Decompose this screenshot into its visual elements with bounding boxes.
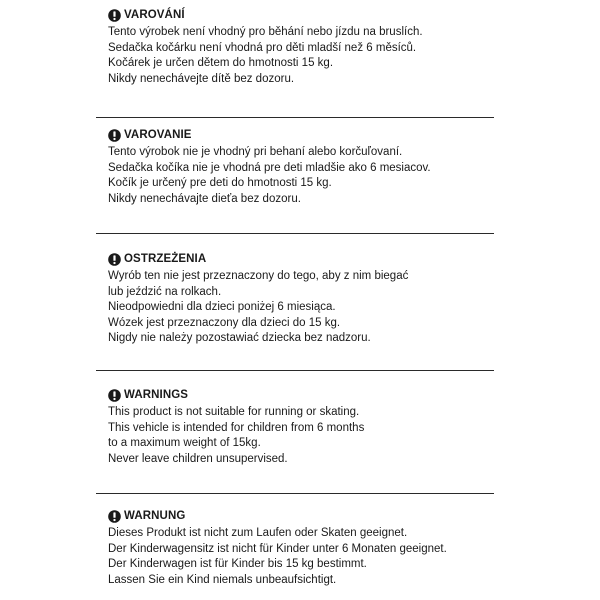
warning-line: Nikdy nenechávajte dieťa bez dozoru. [108, 192, 301, 205]
warning-section-de [108, 508, 488, 588]
warning-line: Der Kinderwagen ist für Kinder bis 15 kg bestimmt. [108, 558, 367, 571]
warning-heading-text: VAROVANIE [124, 129, 192, 141]
warning-line: Tento výrobek není vhodný pro běhání nebo jízdu na bruslích. [108, 26, 423, 38]
warning-line: Kočárek je určen dětem do hmotnosti 15 kg. [108, 57, 334, 70]
warning-line: Wyrób ten nie jest przeznaczony do tego, aby z nim biegać [108, 270, 409, 282]
section-divider [96, 233, 494, 234]
warning-line: Nigdy nie należy pozostawiać dziecka bez nadzoru. [108, 332, 371, 345]
warning-heading-text: WARNINGS [124, 389, 189, 401]
warning-heading [108, 508, 488, 524]
warning-heading [108, 251, 488, 267]
warning-section-pl [108, 251, 488, 347]
section-divider [96, 370, 494, 371]
warning-line: This vehicle is intended for children from 6 months [108, 421, 365, 434]
exclamation-circle-icon [108, 9, 121, 22]
exclamation-circle-icon [108, 510, 121, 523]
warning-line: Sedačka kočíka nie je vhodná pre deti mladšie ako 6 mesiacov. [108, 161, 431, 174]
warning-line: Sedačka kočárku není vhodná pro děti mladší než 6 měsíců. [108, 41, 417, 54]
exclamation-circle-icon [108, 129, 121, 142]
section-divider [96, 117, 494, 118]
warning-line: Dieses Produkt ist nicht zum Laufen oder Skaten geeignet. [108, 527, 408, 539]
warning-line: to a maximum weight of 15kg. [108, 437, 261, 450]
warning-section-sk [108, 127, 488, 207]
warning-heading-text: WARNUNG [124, 510, 186, 522]
warning-heading [108, 127, 488, 143]
warning-line: Der Kinderwagensitz ist nicht für Kinder unter 6 Monaten geeignet. [108, 542, 447, 555]
warning-heading [108, 387, 488, 403]
warning-line: Nikdy nenechávejte dítě bez dozoru. [108, 72, 295, 85]
warning-section-cs [108, 7, 488, 87]
section-divider [96, 493, 494, 494]
warning-line: Nieodpowiedni dla dzieci poniżej 6 miesiąca. [108, 301, 336, 314]
warning-line: Tento výrobok nie je vhodný pri behaní alebo korčuľovaní. [108, 146, 403, 158]
warning-line: This product is not suitable for running or skating. [108, 406, 360, 418]
warning-line: Lassen Sie ein Kind niemals unbeaufsichtigt. [108, 573, 337, 586]
exclamation-circle-icon [108, 389, 121, 402]
warning-line: Never leave children unsupervised. [108, 452, 288, 465]
exclamation-circle-icon [108, 253, 121, 266]
warning-section-en [108, 387, 488, 467]
warning-heading-text: OSTRZEŻENIA [124, 253, 207, 265]
warning-line: lub jeździć na rolkach. [108, 285, 222, 298]
warning-line: Kočík je určený pre deti do hmotnosti 15 kg. [108, 177, 332, 190]
warning-line: Wózek jest przeznaczony dla dzieci do 15 kg. [108, 316, 341, 329]
warning-heading-text: VAROVÁNÍ [124, 9, 185, 21]
warning-heading [108, 7, 488, 23]
